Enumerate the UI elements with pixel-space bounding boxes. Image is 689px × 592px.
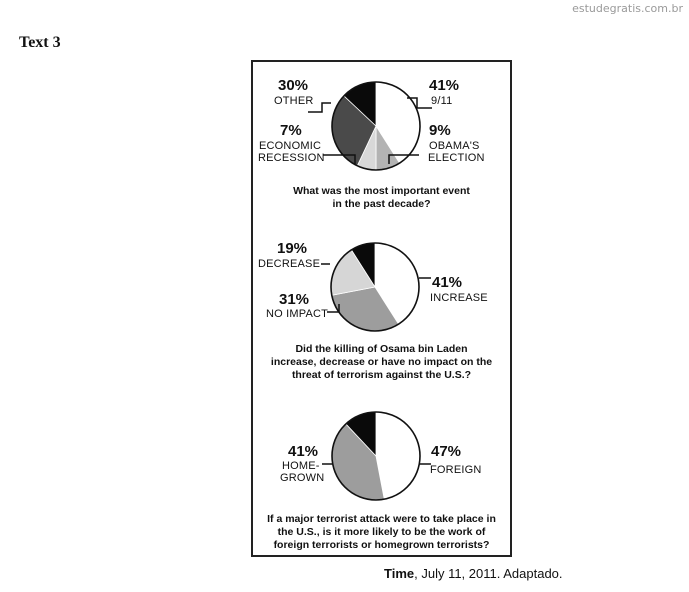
pct-foreign: 47% (431, 443, 462, 460)
question-3 (251, 513, 512, 552)
label-other: OTHER (274, 95, 314, 107)
source-citation (384, 566, 563, 581)
question-2-line: Did the killing of Osama bin Laden (295, 343, 468, 355)
pct-9-11: 41% (429, 77, 460, 94)
question-1-line: What was the most important event (293, 185, 470, 197)
pct-other: 30% (278, 77, 309, 94)
watermark-text: estudegratis.com.br (572, 2, 683, 15)
pct-recession: 7% (280, 122, 302, 139)
label-recession-line2: RECESSION (258, 152, 325, 164)
question-3-line: the U.S., is it more likely to be the work of (277, 526, 486, 538)
pct-increase: 41% (432, 274, 463, 291)
label-no-impact: NO IMPACT (266, 308, 329, 320)
label-homegrown-line1: HOME- (282, 460, 320, 472)
pct-no-impact: 31% (279, 291, 310, 308)
question-2-line: threat of terrorism against the U.S.? (291, 369, 472, 381)
label-recession-line1: ECONOMIC (259, 140, 322, 152)
label-homegrown-line2: GROWN (280, 472, 325, 484)
question-3-line: If a major terrorist attack were to take place in (267, 513, 496, 525)
label-obama-line2: ELECTION (428, 152, 485, 164)
label-obama-line1: OBAMA'S (429, 140, 480, 152)
pct-homegrown: 41% (288, 443, 319, 460)
pct-obama: 9% (429, 122, 451, 139)
question-2-line: increase, decrease or have no impact on the (270, 356, 493, 368)
question-1-line: in the past decade? (332, 198, 431, 210)
pct-decrease: 19% (277, 240, 308, 257)
source-publication: Time (384, 566, 415, 581)
question-3-line: foreign terrorists or homegrown terrorists? (273, 539, 490, 551)
label-foreign: FOREIGN (430, 464, 482, 476)
label-increase: INCREASE (430, 292, 488, 304)
text-heading: Text 3 (19, 34, 61, 51)
label-9-11: 9/11 (431, 95, 453, 107)
source-date: , July 11, 2011. Adaptado. (414, 566, 563, 581)
label-decrease: DECREASE (258, 258, 321, 270)
